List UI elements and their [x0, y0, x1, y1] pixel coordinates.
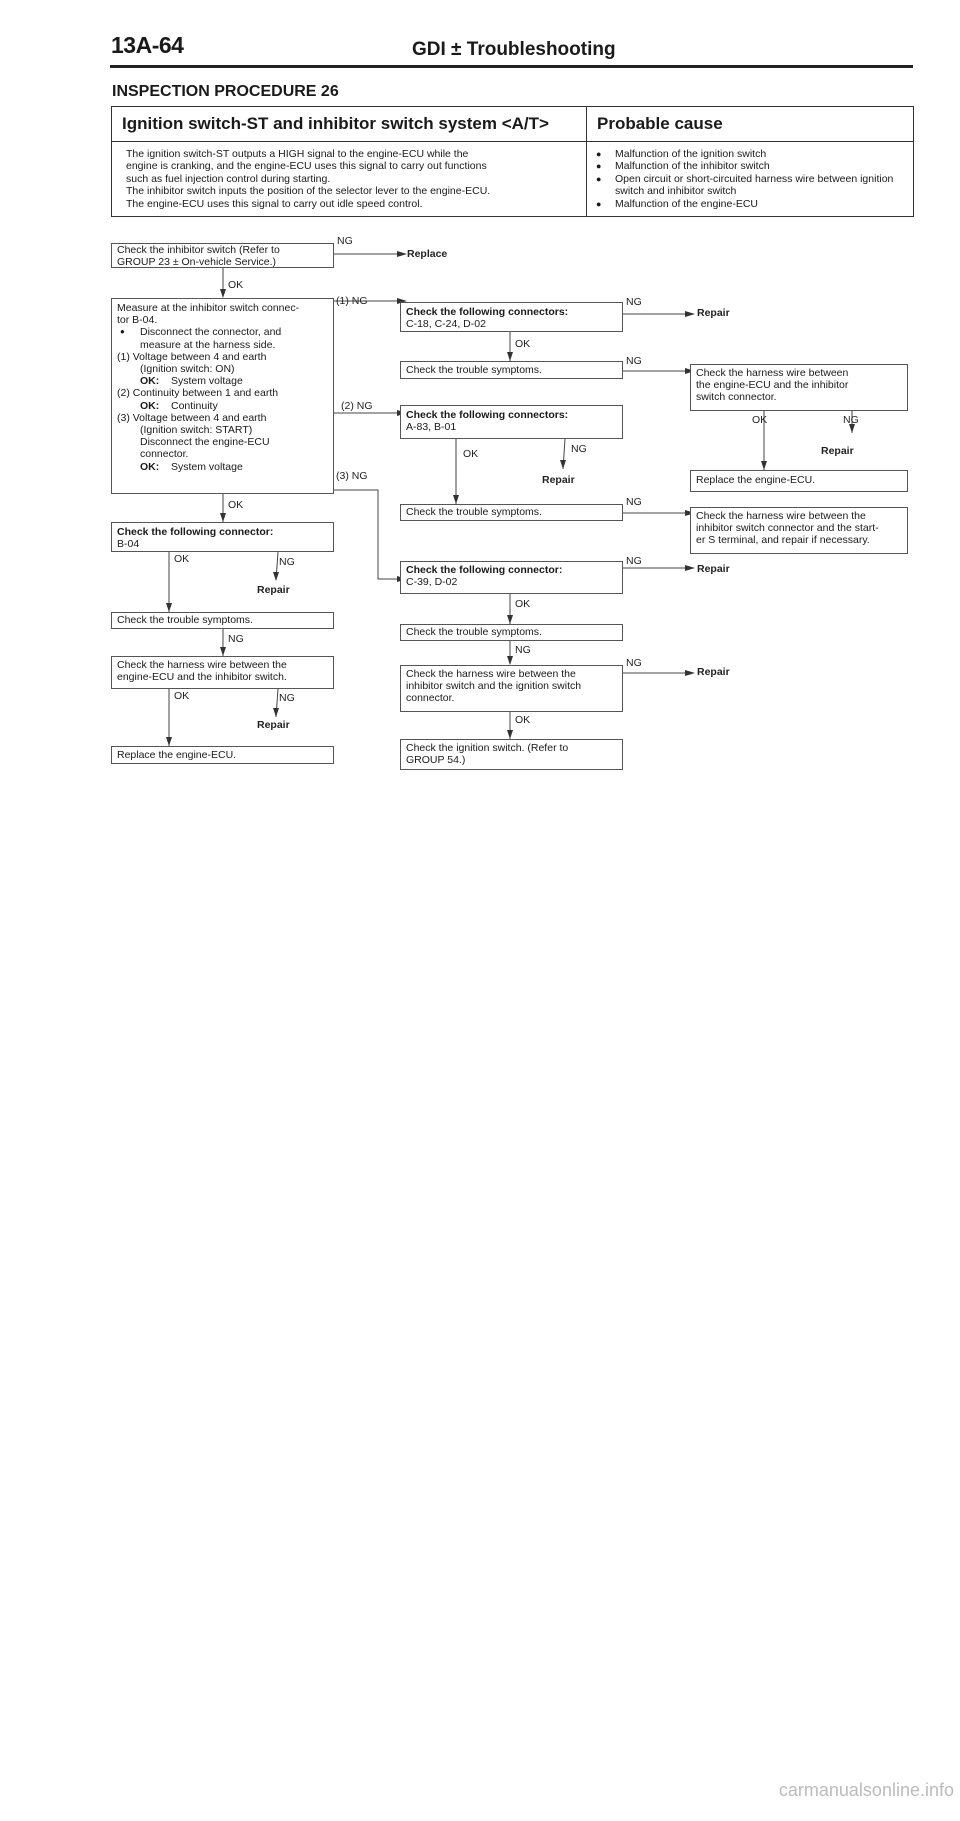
repair-action: Repair	[257, 584, 290, 596]
check-harness-ecu-inhibitor-box	[111, 656, 334, 689]
box-line: engine-ECU and the inhibitor switch.	[117, 671, 287, 684]
ok-label: OK	[174, 553, 190, 565]
box-line: Replace the engine-ECU.	[117, 749, 237, 761]
repair-action: Repair	[697, 563, 730, 575]
box-heading: Check the following connector:	[117, 526, 274, 538]
check-inhibitor-switch-box	[111, 243, 334, 268]
ok-key: OK:	[140, 460, 160, 473]
ng-label: NG	[279, 556, 295, 568]
box-line: Measure at the inhibitor switch connec-	[117, 302, 300, 314]
box-line: connector.	[140, 448, 189, 461]
ok-key: OK:	[140, 399, 160, 412]
ng-label: NG	[626, 555, 642, 567]
description-line: The inhibitor switch inputs the position of the selector lever to the engine-ECU.	[126, 185, 491, 198]
check-trouble-symptoms-box	[400, 624, 623, 641]
check-trouble-symptoms-box	[400, 361, 623, 379]
box-line: A-83, B-01	[406, 421, 457, 434]
check-harness-inhibitor-ignition-box	[400, 665, 623, 712]
ok-key: OK:	[140, 375, 160, 388]
check-harness-ecu-inhibitor-connector-box	[690, 364, 908, 411]
box-line: Check the trouble symptoms.	[117, 614, 253, 626]
box-line: Replace the engine-ECU.	[696, 474, 816, 486]
ng-label: NG	[626, 657, 642, 669]
replace-engine-ecu-box	[690, 470, 908, 492]
box-line: Check the ignition switch. (Refer to	[406, 742, 569, 754]
check-connectors-a83-box	[400, 405, 623, 439]
box-line: inhibitor switch and the ignition switch	[406, 680, 582, 693]
page-number: 13A-64	[111, 32, 184, 58]
ok-label: OK	[515, 338, 531, 350]
box-line: Check the trouble symptoms.	[406, 506, 542, 518]
ok-value: System voltage	[171, 460, 243, 473]
box-line: the engine-ECU and the inhibitor	[696, 379, 849, 392]
check-ignition-switch-box	[400, 739, 623, 770]
ng-label: NG	[843, 414, 859, 426]
box-line: Check the harness wire between	[696, 367, 849, 379]
ok-value: Continuity	[171, 399, 218, 412]
box-line: GROUP 23 ± On-vehicle Service.)	[117, 256, 277, 269]
box-line	[117, 400, 328, 412]
ng-label: NG	[571, 443, 587, 455]
box-line: Check the inhibitor switch (Refer to	[117, 244, 280, 256]
box-heading: Check the following connector:	[406, 564, 563, 576]
box-line: (Ignition switch: ON)	[140, 363, 235, 376]
box-line: er S terminal, and repair if necessary.	[696, 534, 870, 547]
box-line: Check the trouble symptoms.	[406, 626, 542, 638]
repair-action: Repair	[697, 666, 730, 678]
box-line: Check the harness wire between the	[406, 668, 576, 680]
cause-item: ● Open circuit or short-circuited harness wire between ignition switch and inhibitor switch	[595, 173, 903, 198]
replace-engine-ecu-box	[111, 746, 334, 764]
ok-label: OK	[515, 714, 531, 726]
page-header-title: GDI ± Troubleshooting	[412, 39, 616, 60]
description-line: The ignition switch-ST outputs a HIGH signal to the engine-ECU while the	[126, 148, 469, 160]
description-line: such as fuel injection control during starting.	[126, 172, 331, 185]
ng-label: NG	[626, 355, 642, 367]
watermark-footer: carmanualsonline.info	[778, 1780, 954, 1800]
cause-item: ● Malfunction of the ignition switch	[595, 148, 903, 160]
box-heading: Check the following connectors:	[406, 409, 569, 421]
ng-label: NG	[279, 692, 295, 704]
ng-branch-3-label: (3) NG	[336, 470, 368, 482]
check-trouble-symptoms-box	[400, 504, 623, 521]
ok-label: OK	[228, 499, 244, 511]
check-connectors-c18-box	[400, 302, 623, 332]
box-line: measure at the harness side.	[140, 338, 276, 351]
ng-branch-1-label: (1) NG	[336, 295, 368, 307]
box-line: tor B-04.	[117, 314, 158, 327]
ng-label: NG	[626, 496, 642, 508]
ok-value: System voltage	[171, 375, 243, 388]
ng-label: NG	[626, 296, 642, 308]
box-line: switch connector.	[696, 391, 777, 404]
replace-action: Replace	[407, 248, 448, 260]
repair-action: Repair	[542, 474, 575, 486]
box-line: (1) Voltage between 4 and earth	[117, 350, 267, 363]
box-line: (2) Continuity between 1 and earth	[117, 387, 279, 400]
repair-action: Repair	[697, 307, 730, 319]
box-line: C-18, C-24, D-02	[406, 318, 486, 331]
box-bullet-line: ● Disconnect the connector, and	[117, 326, 328, 338]
procedure-title: INSPECTION PROCEDURE 26	[112, 83, 339, 100]
check-connector-c39-box	[400, 561, 623, 594]
measure-inhibitor-connector-box	[111, 298, 334, 494]
cause-item: ● Malfunction of the inhibitor switch	[595, 160, 903, 172]
check-connector-b04-box	[111, 522, 334, 552]
ok-label: OK	[228, 279, 244, 291]
cause-item: ● Malfunction of the engine-ECU	[595, 198, 903, 210]
system-header: Ignition switch-ST and inhibitor switch system <A/T>	[112, 107, 587, 142]
box-heading: Check the following connectors:	[406, 306, 569, 318]
ng-label: NG	[515, 644, 531, 656]
box-line: Check the harness wire between the	[117, 659, 287, 671]
box-line: connector.	[406, 692, 455, 705]
box-line: (3) Voltage between 4 and earth	[117, 411, 267, 424]
box-line: B-04	[117, 538, 140, 551]
ok-label: OK	[174, 690, 190, 702]
ng-label: NG	[228, 633, 244, 645]
ok-label: OK	[752, 414, 768, 426]
box-line: (Ignition switch: START)	[140, 424, 253, 437]
box-line	[117, 461, 328, 473]
box-line: Disconnect the engine-ECU	[140, 436, 270, 449]
description-line: engine is cranking, and the engine-ECU uses this signal to carry out functions	[126, 160, 487, 173]
repair-action: Repair	[257, 719, 290, 731]
box-line: C-39, D-02	[406, 576, 458, 589]
repair-action: Repair	[821, 445, 854, 457]
probable-cause-header: Probable cause	[587, 107, 914, 142]
ng-branch-2-label: (2) NG	[341, 400, 373, 412]
ng-label: NG	[337, 235, 353, 247]
check-trouble-symptoms-box	[111, 612, 334, 629]
description-line: The engine-ECU uses this signal to carry out idle speed control.	[126, 197, 423, 210]
box-line: inhibitor switch connector and the start-	[696, 522, 879, 535]
box-line: Check the trouble symptoms.	[406, 364, 542, 376]
box-line: Check the harness wire between the	[696, 510, 866, 522]
ok-label: OK	[463, 448, 479, 460]
ok-label: OK	[515, 598, 531, 610]
check-harness-inhibitor-starter-box	[690, 507, 908, 554]
box-line: GROUP 54.)	[406, 754, 466, 767]
box-line	[117, 375, 328, 387]
